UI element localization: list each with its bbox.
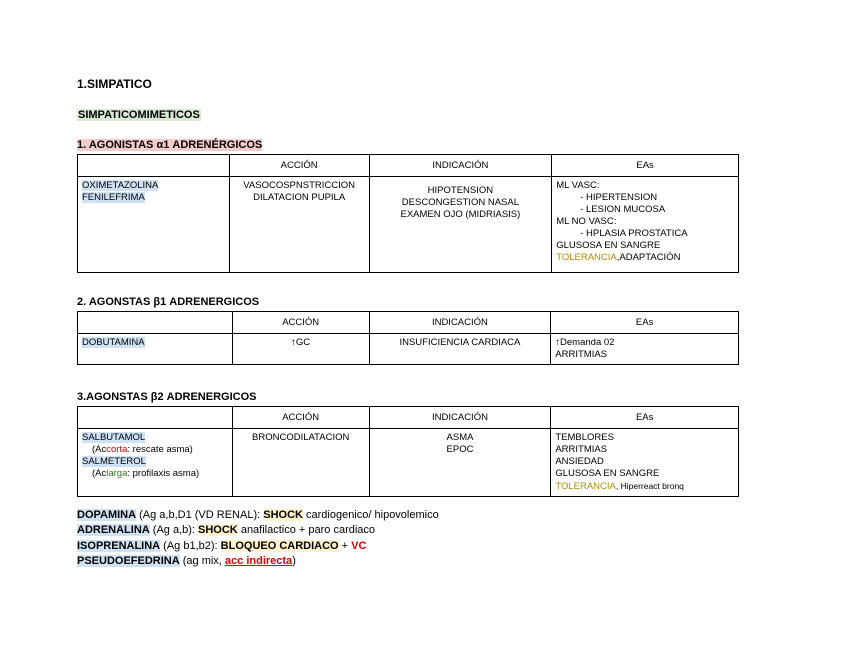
note-isoprenalina: ISOPRENALINA (Ag b1,b2): BLOQUEO CARDIACO + VC <box>77 540 367 552</box>
col-header-accion: ACCIÓN <box>229 155 369 177</box>
drug-cell: SALBUTAMOL (Accorta: rescate asma) SALMETEROL (Aclarga: profilaxis asma) <box>78 429 233 497</box>
accion-cell: ↑GC <box>232 334 369 365</box>
indicacion-cell: HIPOTENSION DESCONGESTION NASAL EXAMEN OJO (MIDRIASIS) <box>369 177 552 273</box>
section-heading-alpha1: 1. AGONISTAS α1 ADRENÉRGICOS <box>77 139 263 151</box>
accion-cell: BRONCODILATACION <box>232 429 369 497</box>
col-header-eas: EAs <box>551 407 739 429</box>
section-subtitle: SIMPATICOMIMETICOS <box>78 109 200 121</box>
col-header-eas: EAs <box>552 155 739 177</box>
col-header-indicacion: INDICACIÓN <box>369 155 552 177</box>
eas-cell: ML VASC: - HIPERTENSION - LESION MUCOSA ML NO VASC: - HPLASIA PROSTATICA GLUSOSA EN SANGRE TOLERANCIA,ADAPTACIÓN <box>552 177 739 273</box>
section-heading-beta1: 2. AGONSTAS β1 ADRENERGICOS <box>77 296 260 308</box>
col-header-eas: EAs <box>551 312 739 334</box>
col-header-indicacion: INDICACIÓN <box>369 312 551 334</box>
col-header-accion: ACCIÓN <box>232 312 369 334</box>
page-title: 1.SIMPATICO <box>77 77 152 91</box>
table-beta1 <box>77 311 739 365</box>
table-alpha1 <box>77 154 739 273</box>
note-adrenalina: ADRENALINA (Ag a,b): SHOCK anafilactico + paro cardiaco <box>77 524 376 536</box>
section-heading-beta2: 3.AGONSTAS β2 ADRENERGICOS <box>77 391 257 403</box>
drug-cell: OXIMETAZOLINA FENILEFRIMA <box>78 177 230 273</box>
col-header-indicacion: INDICACIÓN <box>369 407 551 429</box>
indicacion-cell: INSUFICIENCIA CARDIACA <box>369 334 551 365</box>
col-header-drug <box>78 155 230 177</box>
indicacion-cell: ASMA EPOC <box>369 429 551 497</box>
col-header-accion: ACCIÓN <box>232 407 369 429</box>
accion-cell: VASOCOSPNSTRICCION DILATACION PUPILA <box>229 177 369 273</box>
note-dopamina: DOPAMINA (Ag a,b,D1 (VD RENAL): SHOCK cardiogenico/ hipovolemico <box>77 509 439 521</box>
col-header-drug <box>78 312 233 334</box>
drug-cell: DOBUTAMINA <box>78 334 233 365</box>
note-pseudoefedrina: PSEUDOEFEDRINA (ag mix, acc indirecta) <box>77 555 296 567</box>
table-beta2 <box>77 406 739 497</box>
eas-cell: ↑Demanda 02 ARRITMIAS <box>551 334 739 365</box>
col-header-drug <box>78 407 233 429</box>
eas-cell: TEMBLORES ARRITMIAS ANSIEDAD GLUSOSA EN SANGRE TOLERANCIA, Hiperreact bronq <box>551 429 739 497</box>
